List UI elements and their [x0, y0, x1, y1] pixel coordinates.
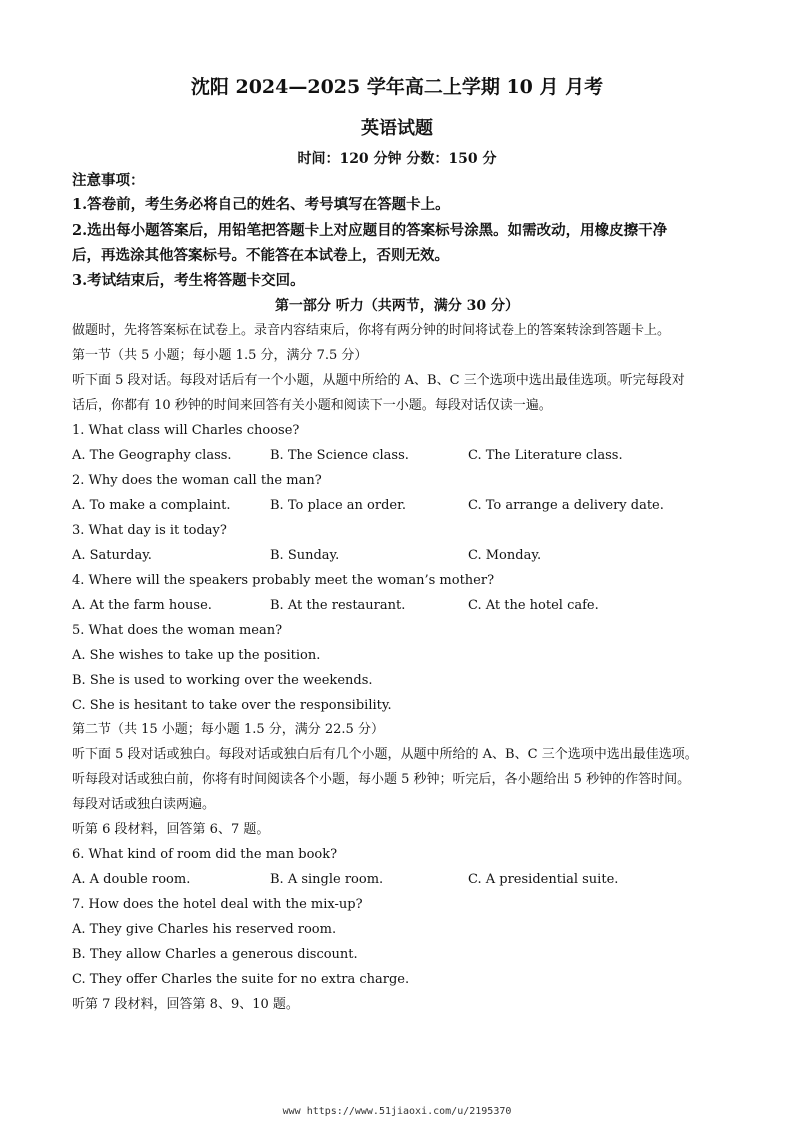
note-item: 1.答卷前，考生务必将自己的姓名、考号填写在答题卡上。 — [72, 196, 450, 213]
question-text: 3. What day is it today? — [72, 523, 227, 538]
option-c: C. The Literature class. — [468, 448, 623, 463]
question-text: 2. Why does the woman call the man? — [72, 473, 322, 488]
option-b: B. She is used to working over the weekends. — [72, 673, 373, 688]
option-a: A. She wishes to take up the position. — [72, 648, 321, 663]
part1-heading: 第一部分 听力（共两节，满分 30 分） — [274, 298, 520, 314]
section2-heading: 第二节（共 15 小题；每小题 1.5 分，满分 22.5 分） — [72, 722, 384, 737]
note-item: 后，再选涂其他答案标号。不能答在本试卷上，否则无效。 — [72, 247, 449, 264]
exam-title: 沈阳 2024—2025 学年高二上学期 10 月 月考 — [190, 76, 604, 98]
note-item: 3.考试结束后，考生将答题卡交回。 — [72, 272, 305, 289]
option-b: B. At the restaurant. — [270, 598, 406, 613]
footer-url: www https://www.51jiaoxi.com/u/2195370 — [282, 1106, 512, 1117]
option-b: B. They allow Charles a generous discount. — [72, 947, 358, 962]
section1-heading: 第一节（共 5 小题；每小题 1.5 分，满分 7.5 分） — [72, 348, 368, 363]
option-a: A. At the farm house. — [72, 598, 212, 613]
option-c: C. At the hotel cafe. — [468, 598, 599, 613]
section1-instructions: 听下面 5 段对话。每段对话后有一个小题，从题中所给的 A、B、C 三个选项中选出最佳选项。听完每段对 — [72, 373, 685, 388]
section2-instructions: 每段对话或独白读两遍。 — [72, 797, 216, 812]
option-a: A. Saturday. — [72, 548, 152, 563]
note-item: 2.选出每小题答案后，用铅笔把答题卡上对应题目的答案标号涂黑。如需改动，用橡皮擦干净 — [72, 222, 668, 239]
question-text: 1. What class will Charles choose? — [72, 423, 300, 438]
exam-subtitle: 英语试题 — [361, 118, 433, 139]
option-b: B. To place an order. — [270, 498, 407, 513]
option-a: A. To make a complaint. — [72, 498, 231, 513]
question-text: 6. What kind of room did the man book? — [72, 847, 338, 862]
notes-heading: 注意事项： — [72, 172, 145, 189]
question-text: 4. Where will the speakers probably meet the woman’s mother? — [72, 573, 495, 588]
option-a: A. They give Charles his reserved room. — [72, 922, 337, 937]
option-c: C. She is hesitant to take over the responsibility. — [72, 698, 392, 713]
section1-instructions: 话后，你都有 10 秒钟的时间来回答有关小题和阅读下一小题。每段对话仅读一遍。 — [72, 398, 552, 413]
segment-instruction: 听第 6 段材料，回答第 6、7 题。 — [72, 822, 270, 837]
option-b: B. A single room. — [270, 872, 384, 887]
option-c: C. Monday. — [468, 548, 542, 563]
section2-instructions: 听下面 5 段对话或独白。每段对话或独白后有几个小题，从题中所给的 A、B、C 三个选项中选出最佳选项。 — [72, 747, 698, 762]
part1-intro: 做题时，先将答案标在试卷上。录音内容结束后，你将有两分钟的时间将试卷上的答案转涂到答题卡上。 — [72, 323, 671, 338]
option-c: C. A presidential suite. — [468, 872, 619, 887]
section2-instructions: 听每段对话或独白前，你将有时间阅读各个小题，每小题 5 秒钟；听完后，各小题给出 5 秒钟的作答时间。 — [72, 772, 691, 787]
segment-instruction: 听第 7 段材料，回答第 8、9、10 题。 — [72, 997, 299, 1012]
option-c: C. To arrange a delivery date. — [468, 498, 664, 513]
option-c: C. They offer Charles the suite for no extra charge. — [72, 972, 410, 987]
option-b: B. The Science class. — [270, 448, 409, 463]
time-score: 时间：120 分钟 分数：150 分 — [297, 151, 497, 167]
question-text: 7. How does the hotel deal with the mix-up? — [72, 897, 363, 912]
question-text: 5. What does the woman mean? — [72, 623, 283, 638]
option-a: A. A double room. — [72, 872, 191, 887]
option-b: B. Sunday. — [270, 548, 340, 563]
option-a: A. The Geography class. — [72, 448, 232, 463]
